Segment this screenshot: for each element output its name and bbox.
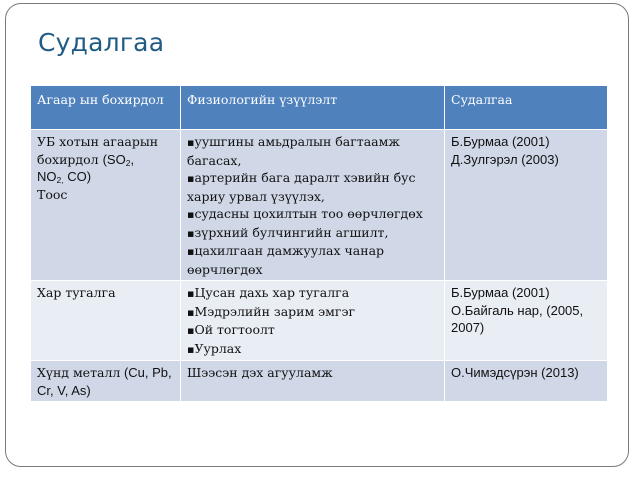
pollutant-text: УБ хотын агаарын бохирдол bbox=[37, 134, 159, 167]
studies-cell bbox=[445, 361, 608, 402]
study-citation: О.Байгаль нар, (2005, 2007) bbox=[451, 302, 584, 335]
list-item: ▪ судасны цохилтын тоо өөрчлөгдөх bbox=[187, 205, 438, 224]
list-item: ▪ Мэдрэлийн зарим эмгэг bbox=[187, 303, 438, 322]
list-item: ▪ артерийн бага даралт хэвийн бус хариу урвал үзүүлэх, bbox=[187, 169, 438, 205]
effects-cell bbox=[181, 281, 445, 361]
list-item: ▪ уушгины амьдралын багтаамж багасах, bbox=[187, 133, 438, 169]
pollutant-dust: Тоос bbox=[37, 186, 68, 202]
table-row bbox=[31, 361, 608, 402]
pollutant-cell: Хар тугалга bbox=[31, 281, 181, 361]
table-row bbox=[31, 130, 608, 281]
list-item: ▪ зүрхний булчингийн агшилт, bbox=[187, 224, 438, 243]
pollutant-cell bbox=[31, 361, 181, 402]
study-citation: Д.Зулгэрэл (2003) bbox=[451, 151, 559, 167]
pollutant-text: Хүнд металл bbox=[37, 365, 121, 380]
list-item: ▪ цахилгаан дамжуулах чанар өөрчлөгдөх bbox=[187, 242, 438, 278]
pollutant-cell bbox=[31, 130, 181, 281]
study-citation: Б.Бурмаа (2001) bbox=[451, 285, 550, 300]
research-table bbox=[30, 85, 608, 402]
effects-cell: Шээсэн дэх агууламж bbox=[181, 361, 445, 402]
list-item: ▪ Ой тогтоолт bbox=[187, 321, 438, 340]
studies-cell bbox=[445, 130, 608, 281]
effects-cell bbox=[181, 130, 445, 281]
header-physiological-indicator: Физиологийн үзүүлэлт bbox=[181, 86, 445, 130]
table-row bbox=[31, 281, 608, 361]
list-item: ▪ Уурлах bbox=[187, 340, 438, 359]
study-citation: Б.Бурмаа (2001) bbox=[451, 134, 550, 149]
study-citation: О.Чимэдсүрэн (2013) bbox=[451, 365, 579, 380]
metals-list: (Cu, Pb, Cr, V, As) bbox=[37, 365, 172, 398]
pollutant-formula: ($SO_2$, bbox=[102, 151, 135, 168]
slide-title: Судалгаа bbox=[38, 28, 165, 57]
table-header-row bbox=[31, 86, 608, 130]
list-item: ▪ Цусан дахь хар тугалга bbox=[187, 284, 438, 303]
pollutant-formula-2: $NO_{2,}$ CO) bbox=[37, 169, 92, 185]
header-air-pollution: Агаар ын бохирдол bbox=[31, 86, 181, 130]
studies-cell bbox=[445, 281, 608, 361]
header-research: Судалгаа bbox=[445, 86, 608, 130]
